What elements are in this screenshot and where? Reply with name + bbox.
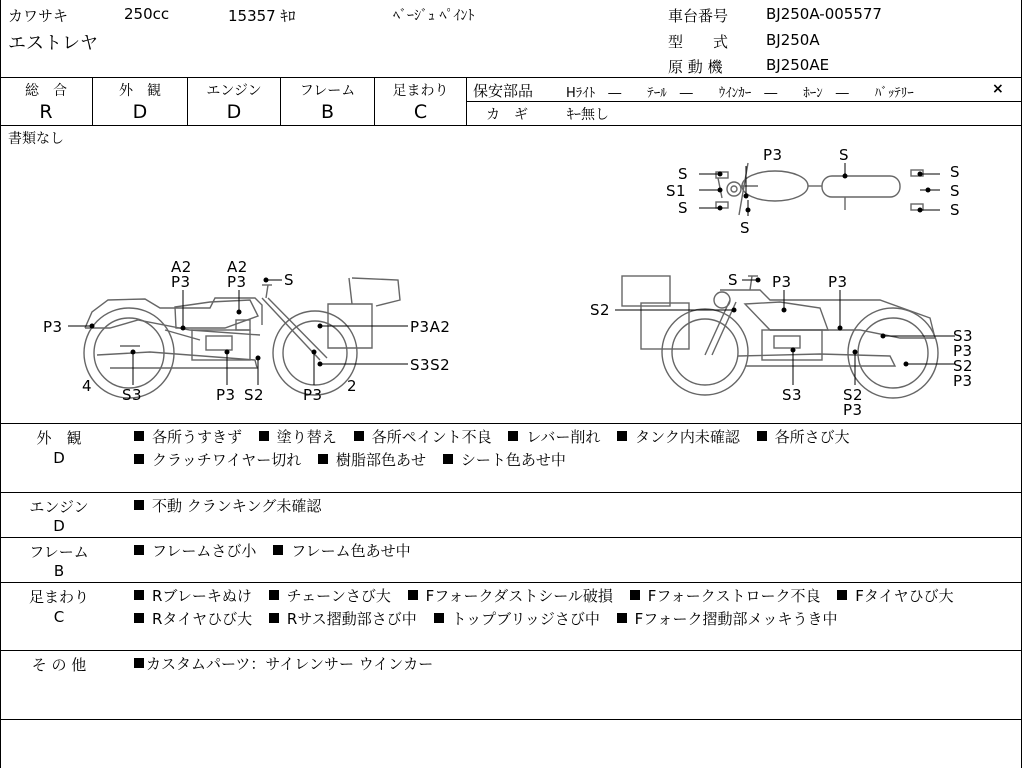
remark-category: フレーム bbox=[29, 543, 89, 561]
remark-item: 樹脂部色あせ bbox=[318, 451, 426, 469]
remark-item: Rタイヤひび大 bbox=[134, 610, 252, 628]
mileage: 15357 ｷﾛ bbox=[228, 7, 296, 25]
damage-code-label: S3S2 bbox=[410, 356, 451, 374]
damage-code-label: 2 bbox=[347, 377, 358, 395]
remark-items-engine bbox=[134, 495, 1016, 518]
damage-code-label: S bbox=[950, 163, 961, 181]
damage-code-label: P3 bbox=[227, 273, 247, 291]
remark-item: トップブリッジさび中 bbox=[434, 610, 600, 628]
damage-code-label: P3 bbox=[953, 372, 973, 390]
grade-frame-label: フレーム bbox=[299, 83, 356, 99]
remark-grade: B bbox=[53, 562, 65, 580]
remark-item: Rブレーキぬけ bbox=[134, 587, 252, 605]
damage-code-label: S bbox=[950, 182, 961, 200]
remark-item: カスタムパーツ：サイレンサー ウインカー bbox=[134, 655, 433, 673]
damage-code-label: S3 bbox=[782, 386, 803, 404]
damage-code-label: S bbox=[678, 199, 689, 217]
damage-code-label: A2 bbox=[171, 258, 192, 276]
remark-item: チェーンさび大 bbox=[269, 587, 391, 605]
key-label: カ ギ bbox=[486, 107, 528, 123]
remark-item: 塗り替え bbox=[259, 428, 337, 446]
documents-status: 書類なし bbox=[8, 131, 64, 147]
damage-code-label: S2 bbox=[244, 386, 265, 404]
damage-code-label: P3 bbox=[953, 342, 973, 360]
remark-divider bbox=[0, 492, 1022, 493]
remark-items-suspension bbox=[134, 585, 1016, 631]
model-name: エストレヤ bbox=[8, 33, 98, 54]
damage-code-label: S3 bbox=[953, 327, 974, 345]
remark-item: タンク内未確認 bbox=[617, 428, 740, 446]
damage-code-label: P3A2 bbox=[410, 318, 451, 336]
displacement: 250cc bbox=[124, 5, 170, 23]
maker-name: カワサキ bbox=[8, 7, 69, 25]
damage-code-label: P3 bbox=[828, 273, 848, 291]
damage-code-label: 4 bbox=[82, 377, 93, 395]
remark-item: Fフォークダストシール破損 bbox=[408, 587, 613, 605]
header-divider bbox=[0, 77, 1022, 78]
damage-code-label: S bbox=[728, 271, 739, 289]
damage-code-label: P3 bbox=[763, 146, 783, 164]
damage-code-label: P3 bbox=[43, 318, 63, 336]
damage-code-label: S bbox=[839, 146, 850, 164]
remark-category: 足まわり bbox=[28, 588, 89, 606]
damage-code-label: S bbox=[678, 165, 689, 183]
remark-item: 各所ペイント不良 bbox=[354, 428, 492, 446]
remark-divider bbox=[0, 650, 1022, 651]
remark-grade: C bbox=[53, 608, 65, 626]
remark-item: Fタイヤひび大 bbox=[837, 587, 953, 605]
grade-engine-value: D bbox=[226, 101, 242, 123]
grade-suspension-value: C bbox=[413, 101, 428, 123]
condition-diagram bbox=[0, 126, 1022, 424]
key-value: ｷｰ無し bbox=[567, 107, 609, 123]
remark-item: フレーム色あせ中 bbox=[273, 542, 410, 560]
model-type-label: 型 式 bbox=[668, 33, 729, 51]
safety-divider bbox=[466, 101, 1022, 102]
remark-item: Rサス摺動部さび中 bbox=[269, 610, 417, 628]
paint-color: ﾍﾞｰｼﾞｭ ﾍﾟｲﾝﾄ bbox=[393, 8, 475, 24]
remark-items-other bbox=[134, 653, 1016, 676]
motorcycle-right-view bbox=[622, 276, 938, 398]
damage-code-label: S bbox=[284, 271, 295, 289]
remark-divider bbox=[0, 719, 1022, 720]
grade-overall-value: R bbox=[39, 101, 53, 123]
damage-code-label: P3 bbox=[216, 386, 236, 404]
grade-frame-value: B bbox=[320, 101, 335, 123]
damage-code-label: S2 bbox=[590, 301, 611, 319]
remark-category: エンジン bbox=[29, 498, 89, 516]
remark-item: クラッチワイヤー切れ bbox=[134, 451, 301, 469]
damage-code-label: P3 bbox=[772, 273, 792, 291]
grade-exterior-value: D bbox=[132, 101, 148, 123]
damage-code-label: P3 bbox=[843, 401, 863, 419]
remark-category: そ の 他 bbox=[31, 656, 87, 674]
remark-item: 各所うすきず bbox=[134, 428, 242, 446]
grade-engine-label: エンジン bbox=[206, 83, 262, 99]
battery-missing-mark: × bbox=[992, 81, 1004, 97]
frame-number: BJ250A-005577 bbox=[766, 5, 882, 23]
remark-items-frame bbox=[134, 540, 1016, 563]
remark-divider bbox=[0, 537, 1022, 538]
engine-number-label: 原 動 機 bbox=[668, 58, 723, 76]
damage-code-label: S bbox=[950, 201, 961, 219]
remark-item: Fフォーク摺動部メッキうき中 bbox=[617, 610, 838, 628]
damage-code-label: A2 bbox=[227, 258, 248, 276]
remark-item: レバー削れ bbox=[508, 428, 600, 446]
safety-parts-label: 保安部品 bbox=[473, 82, 534, 100]
remark-item: Fフォークストローク不良 bbox=[630, 587, 821, 605]
damage-code-label: S3 bbox=[122, 386, 143, 404]
remark-item: フレームさび小 bbox=[134, 542, 256, 560]
diagram-divider bbox=[0, 423, 1022, 424]
remark-grade: D bbox=[53, 517, 65, 535]
remark-divider bbox=[0, 582, 1022, 583]
remark-category: 外 観 bbox=[36, 429, 82, 447]
remark-item: シート色あせ中 bbox=[443, 451, 566, 469]
remark-items-exterior bbox=[134, 426, 1016, 472]
grade-overall-label: 総 合 bbox=[25, 83, 67, 99]
damage-code-label: P3 bbox=[171, 273, 191, 291]
safety-parts-items: Hﾗｲﾄ ― ﾃｰﾙ ― ｳｲﾝｶｰ ― ﾎｰﾝ ― ﾊﾞｯﾃﾘｰ bbox=[566, 86, 914, 101]
damage-code-label: P3 bbox=[303, 386, 323, 404]
remark-item: 各所さび大 bbox=[757, 428, 850, 446]
damage-code-label: S2 bbox=[843, 386, 864, 404]
grade-exterior-label: 外 観 bbox=[119, 83, 161, 99]
engine-number: BJ250AE bbox=[766, 56, 830, 74]
remark-item: 不動 クランキング未確認 bbox=[134, 497, 321, 515]
frame-number-label: 車台番号 bbox=[668, 7, 729, 25]
motorcycle-top-view bbox=[716, 163, 923, 215]
remark-grade: D bbox=[53, 449, 65, 467]
damage-code-label: S bbox=[740, 219, 751, 237]
grade-suspension-label: 足まわり bbox=[392, 83, 449, 99]
damage-code-label: S2 bbox=[953, 357, 974, 375]
damage-code-label: S1 bbox=[666, 182, 687, 200]
model-type: BJ250A bbox=[766, 31, 820, 49]
